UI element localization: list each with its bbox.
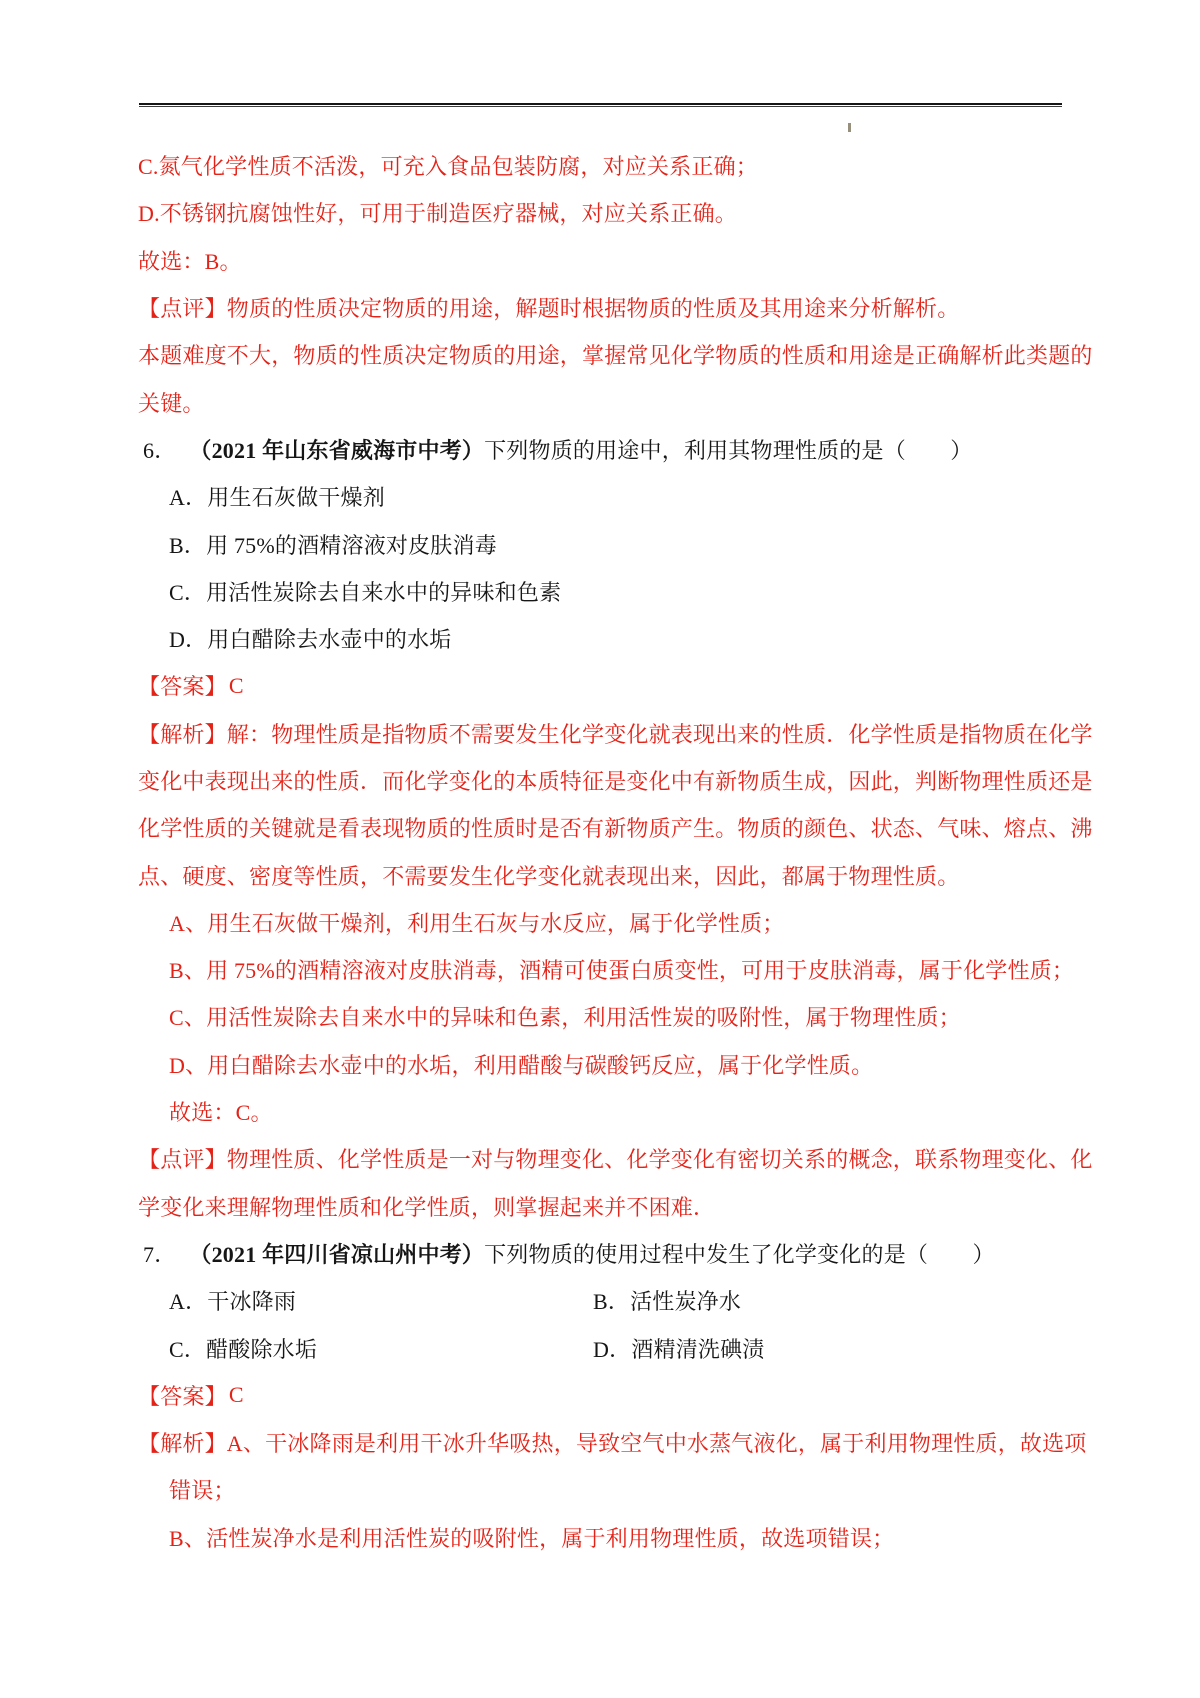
- prev-comment-line: 关键。: [138, 390, 205, 416]
- question-6-source: （2021 年山东省威海市中考）: [189, 437, 485, 463]
- question-7-option-d: D．酒精清洗碘渍: [593, 1336, 765, 1362]
- prev-conclusion-line: 故选：B。: [138, 248, 242, 274]
- question-6-comment-line: 学变化来理解物理性质和化学性质，则掌握起来并不困难．: [138, 1194, 716, 1220]
- header-rule-thick-line: [139, 103, 1062, 105]
- question-7-analysis-line: B、活性炭净水是利用活性炭的吸附性，属于利用物理性质，故选项错误；: [169, 1525, 895, 1551]
- question-6-number: 6．: [143, 437, 177, 463]
- question-6-analysis-line: 点、硬度、密度等性质，不需要发生化学变化就表现出来，因此，都属于物理性质。: [138, 863, 960, 889]
- question-6-comment-line: 【点评】物理性质、化学性质是一对与物理变化、化学变化有密切关系的概念，联系物理变化、化: [138, 1147, 1093, 1173]
- question-6-answer-line: [138, 662, 1070, 709]
- answer-value: C: [228, 672, 244, 698]
- question-6-analysis-item-d: D、用白醋除去水壶中的水垢，利用醋酸与碳酸钙反应，属于化学性质。: [169, 1052, 874, 1078]
- question-6-option-b: B．用 75%的酒精溶液对皮肤消毒: [169, 532, 497, 558]
- question-6-option-d: D．用白醋除去水壶中的水垢: [169, 627, 452, 653]
- question-6-stem: 下列物质的用途中，利用其物理性质的是（ ）: [484, 437, 973, 463]
- question-6-conclusion-line: 故选：C。: [169, 1100, 273, 1126]
- question-7-options-row: [138, 1277, 1070, 1324]
- question-7-stem-line: [138, 1230, 1070, 1277]
- question-6-option-c: C．用活性炭除去自来水中的异味和色素: [169, 579, 562, 605]
- answer-label: 【答案】: [138, 1383, 227, 1409]
- question-7-analysis-line: 错误；: [169, 1478, 236, 1504]
- question-6-analysis-item-b: B、用 75%的酒精溶液对皮肤消毒，酒精可使蛋白质变性，可用于皮肤消毒，属于化学性质；: [169, 958, 1075, 984]
- question-7-stem: 下列物质的使用过程中发生了化学变化的是（ ）: [484, 1241, 995, 1267]
- question-6-stem-line: [138, 426, 1070, 473]
- prev-analysis-option-c-line: C.氮气化学性质不活泼，可充入食品包装防腐，对应关系正确；: [138, 154, 758, 180]
- prev-comment-line: 【点评】物质的性质决定物质的用途，解题时根据物质的性质及其用途来分析解析。: [138, 296, 960, 322]
- question-6-analysis-item-a: A、用生石灰做干燥剂，利用生石灰与水反应，属于化学性质；: [169, 910, 785, 936]
- scan-artifact: [848, 123, 851, 132]
- question-7-option-b: B．活性炭净水: [593, 1289, 742, 1315]
- question-7-number: 7．: [143, 1241, 177, 1267]
- question-7-source: （2021 年四川省凉山州中考）: [189, 1241, 485, 1267]
- question-6-analysis-line: 变化中表现出来的性质．而化学变化的本质特征是变化中有新物质生成，因此，判断物理性质还是: [138, 769, 1093, 794]
- question-6-analysis-line: 【解析】解：物理性质是指物质不需要发生化学变化就表现出来的性质．化学性质是指物质在化学: [138, 721, 1093, 747]
- answer-value: C: [228, 1382, 244, 1408]
- question-7-option-c: C．醋酸除水垢: [169, 1336, 318, 1362]
- page-header-rule: [139, 103, 1062, 107]
- document-body: [138, 142, 1093, 1561]
- answer-label: 【答案】: [138, 674, 227, 700]
- question-7-options-row: [138, 1324, 1070, 1371]
- question-7-option-a: A．干冰降雨: [169, 1289, 297, 1315]
- prev-analysis-option-d-line: D.不锈钢抗腐蚀性好，可用于制造医疗器械，对应关系正确。: [138, 201, 737, 227]
- question-6-option-a: A．用生石灰做干燥剂: [169, 485, 385, 511]
- prev-comment-line: 本题难度不大，物质的性质决定物质的用途，掌握常见化学物质的性质和用途是正确解析此类题的: [138, 343, 1093, 369]
- question-6-analysis-item-c: C、用活性炭除去自来水中的异味和色素，利用活性炭的吸附性，属于物理性质；: [169, 1005, 961, 1031]
- question-7-analysis-line: 【解析】A、干冰降雨是利用干冰升华吸热，导致空气中水蒸气液化，属于利用物理性质，故选项: [138, 1431, 1087, 1457]
- question-7-answer-line: [138, 1372, 1070, 1419]
- header-rule-thin-line: [139, 106, 1062, 107]
- question-6-analysis-line: 化学性质的关键就是看表现物质的性质时是否有新物质产生。物质的颜色、状态、气味、熔点、沸: [138, 816, 1093, 842]
